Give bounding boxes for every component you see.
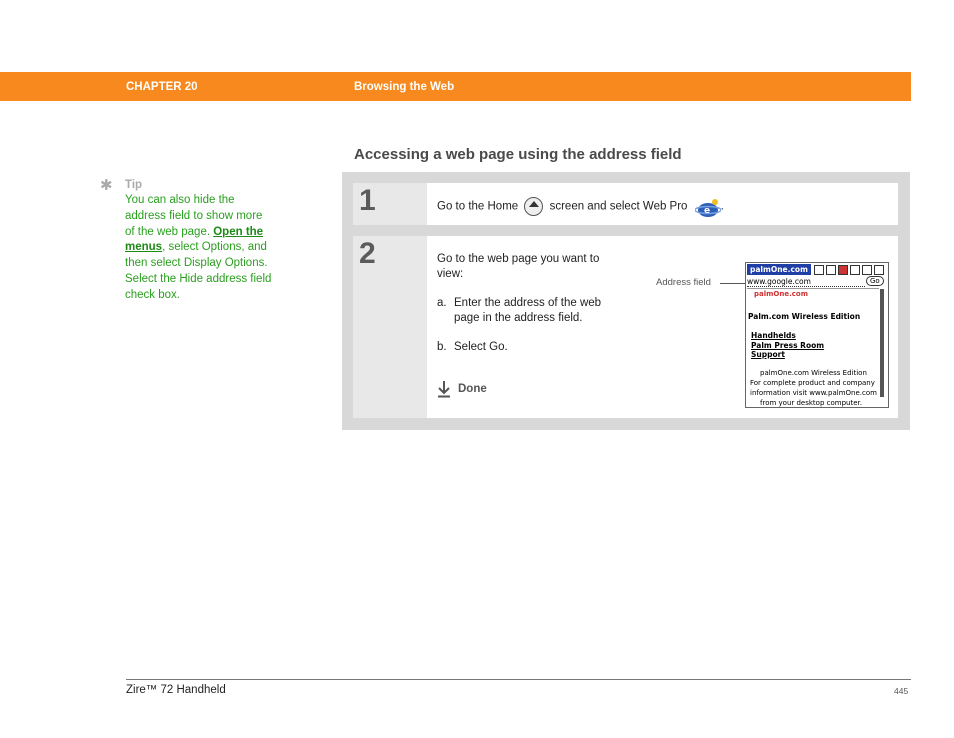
down-arrow-icon (437, 380, 451, 398)
screen-title-tab: palmOne.com (747, 264, 811, 275)
step-1-number: 1 (359, 184, 376, 217)
tip-text-after: , select Options, and then select Display Options. Select the Hide address field check box. (125, 241, 272, 301)
tip-text-before: You can also hide the address field to show more of the web page. (125, 194, 263, 238)
home-icon (524, 197, 543, 216)
step-1-text-after: . (720, 200, 724, 213)
step-1-text-before: Go to the Home (437, 200, 519, 213)
screen-line-2: For complete product and company (750, 379, 875, 387)
steps-panel (342, 172, 910, 430)
step-1-text-middle: screen and select Web Pro (549, 200, 688, 213)
page-number: 445 (894, 686, 909, 696)
list-item-marker: b. (437, 341, 447, 353)
list-item-text: Enter the address of the web page in the address field. (454, 297, 602, 324)
screen-line-3: information visit www.palmOne.com (750, 389, 877, 397)
toolbar-icon (862, 265, 872, 275)
step-2-content (427, 236, 898, 418)
address-field-callout: Address field (656, 277, 711, 288)
svg-text:e: e (703, 205, 710, 216)
web-pro-icon (695, 198, 717, 216)
chapter-label: CHAPTER 20 (126, 81, 198, 93)
screen-line-4: from your desktop computer. (760, 399, 862, 407)
step-2-intro: Go to the web page you want to view: (437, 253, 600, 280)
screen-logo: palmOne.com (754, 290, 809, 298)
screen-divider (747, 288, 879, 289)
list-item-marker: a. (437, 297, 447, 309)
screen-address-field: www.google.com (747, 277, 865, 287)
toolbar-icon (826, 265, 836, 275)
open-menus-link[interactable]: Open the menus (125, 225, 264, 254)
screen-link-press: Palm Press Room (751, 341, 825, 350)
chapter-header-bar (0, 72, 911, 101)
step-1-content (427, 183, 898, 225)
toolbar-icon (838, 265, 848, 275)
footer-product: Zire™ 72 Handheld (126, 684, 226, 696)
asterisk-icon: ✱ (100, 177, 113, 194)
screen-line-1: palmOne.com Wireless Edition (760, 369, 867, 377)
screen-heading: Palm.com Wireless Edition (748, 312, 861, 321)
step-1-text (437, 197, 724, 216)
step-2-number: 2 (359, 237, 376, 270)
toolbar-icon (850, 265, 860, 275)
screen-link-support: Support (751, 350, 785, 359)
list-item-text: Select Go. (454, 341, 508, 353)
screen-go-button: Go (866, 276, 884, 286)
toolbar-icon (874, 265, 884, 275)
footer-rule (126, 679, 911, 680)
done-label: Done (458, 383, 487, 395)
step-2-number-cell (353, 236, 427, 418)
tip-label: Tip (125, 179, 143, 191)
callout-line (720, 283, 746, 284)
section-label: Browsing the Web (354, 81, 455, 93)
screen-scrollbar (880, 289, 884, 397)
toolbar-icon (814, 265, 824, 275)
tip-text (125, 193, 275, 304)
screen-link-handhelds: Handhelds (751, 331, 796, 340)
page-title: Accessing a web page using the address field (354, 146, 682, 163)
web-pro-screenshot (745, 262, 889, 408)
step-1-number-cell (353, 183, 427, 225)
screen-toolbar-icons (814, 265, 886, 274)
